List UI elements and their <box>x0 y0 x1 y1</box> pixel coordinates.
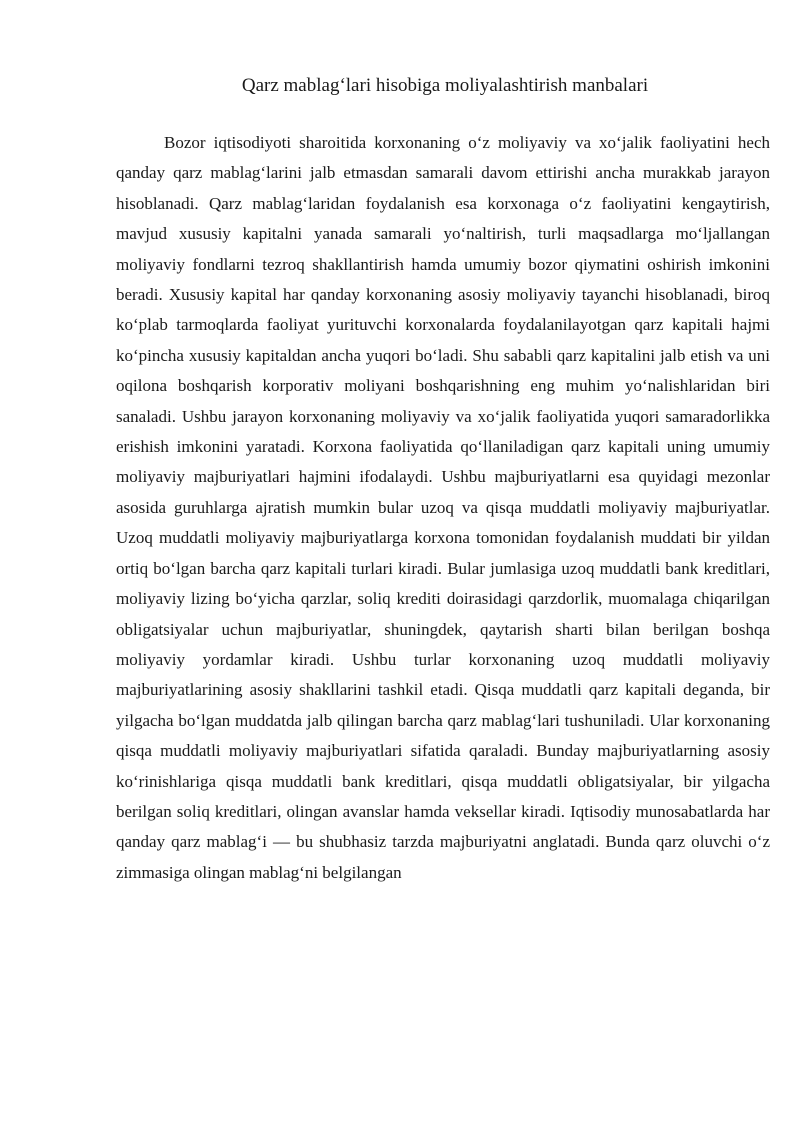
paragraph-text: Bozor iqtisodiyoti sharoitida korxonaning o‘z moliyaviy va xo‘jalik faoliyatini hech qanday qarz mablag‘larini jalb etmasdan samarali davom ettirishi ancha murakkab jarayon hisoblanadi. Qarz mablag‘laridan foydalanish esa korxonaga o‘z faoliyatini kengaytirish, mavjud xususiy kapitalni yanada samarali yo‘naltirish, turli maqsadlarga mo‘ljallangan moliyaviy fondlarni tezroq shakllantirish hamda umumiy bozor qiymatini oshirish imkonini beradi. Xususiy kapital har qanday korxonaning asosiy moliyaviy tayanchi hisoblanadi, biroq ko‘plab tarmoqlarda faoliyat yurituvchi korxonalarda foydalanilayotgan qarz kapitali hajmi ko‘pincha xususiy kapitaldan ancha yuqori bo‘ladi. Shu sababli qarz kapitalini jalb etish va uni oqilona boshqarish korporativ moliyani boshqarishning eng muhim yo‘nalishlaridan biri sanaladi. Ushbu jarayon korxonaning moliyaviy va xo‘jalik faoliyatida yuqori samaradorlikka erishish imkonini yaratadi. Korxona faoliyatida qo‘llaniladigan qarz kapitali uning umumiy moliyaviy majburiyatlari hajmini ifodalaydi. Ushbu majburiyatlarni esa quyidagi mezonlar asosida guruhlarga ajratish mumkin bular uzoq va qisqa muddatli moliyaviy majburiyatlar. Uzoq muddatli moliyaviy majburiyatlarga korxona tomonidan foydalanish muddati bir yildan ortiq bo‘lgan barcha qarz kapitali turlari kiradi. Bular jumlasiga uzoq muddatli bank kreditlari, moliyaviy lizing bo‘yicha qarzlar, soliq krediti doirasidagi qarzdorlik, muomalaga chiqarilgan obligatsiyalar uchun majburiyatlar, shuningdek, qaytarish sharti bilan berilgan boshqa moliyaviy yordamlar kiradi. Ushbu turlar korxonaning uzoq muddatli moliyaviy majburiyatlarining asosiy shakllarini tashkil etadi. Qisqa muddatli qarz kapitali deganda, bir yilgacha bo‘lgan muddatda jalb qilingan barcha qarz mablag‘lari tushuniladi. Ular korxonaning qisqa muddatli moliyaviy majburiyatlari sifatida qaraladi. Bunday majburiyatlarning asosiy ko‘rinishlariga qisqa muddatli bank kreditlari, qisqa muddatli obligatsiyalar, bir yilgacha berilgan soliq kreditlari, olingan avanslar hamda veksellar kiradi. Iqtisodiy munosabatlarda har qanday qarz mablag‘i — bu shubhasiz tarzda majburiyatni anglatadi. Bunda qarz oluvchi o‘z zimmasiga olingan mablag‘ni belgilangan <box>116 133 770 882</box>
document-title: Qarz mablag‘lari hisobiga moliyalashtirish manbalari <box>241 75 649 96</box>
body-paragraph <box>116 128 770 888</box>
